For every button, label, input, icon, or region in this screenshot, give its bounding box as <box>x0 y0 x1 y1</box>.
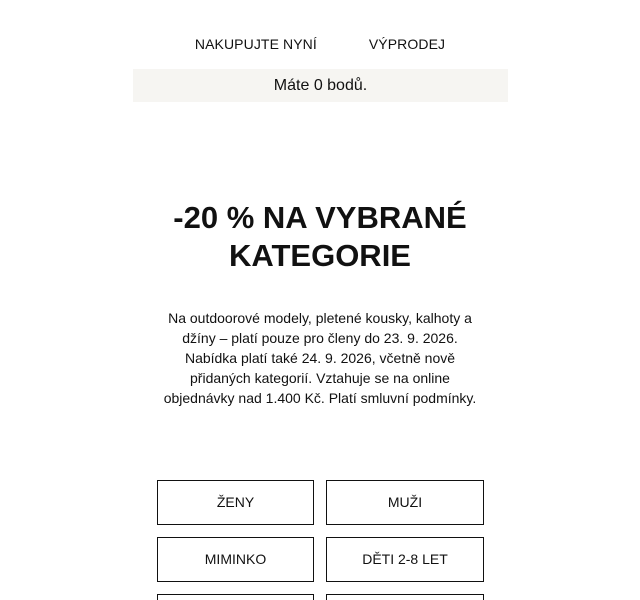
promo-headline <box>120 199 520 275</box>
promo-description <box>160 308 480 408</box>
category-button-grid <box>157 480 484 600</box>
category-button-men[interactable]: MUŽI <box>326 480 484 525</box>
nav-link-shop-now[interactable]: NAKUPUJTE NYNÍ <box>194 36 317 52</box>
promo-description-line: objednávky nad 1.400 Kč. Platí smluvní podmínky. <box>163 390 477 406</box>
promo-description-line: Na outdoorové modely, pletené kousky, kalhoty a <box>168 310 472 326</box>
category-button-baby[interactable]: MIMINKO <box>157 537 314 582</box>
promo-headline-line-2: KATEGORIE <box>229 238 411 273</box>
top-nav <box>0 35 640 55</box>
promo-description-line: přidaných kategorií. Vztahuje se na online <box>190 370 450 386</box>
promo-description-line: Nabídka platí také 24. 9. 2026, včetně nově <box>184 350 456 366</box>
category-button-women[interactable]: ŽENY <box>157 480 314 525</box>
promo-description-line: džíny – platí pouze pro členy do 23. 9. 2026. <box>182 330 458 346</box>
points-balance-bar: Máte 0 bodů. <box>133 69 508 102</box>
category-button-partial[interactable] <box>157 594 314 600</box>
nav-link-sale[interactable]: VÝPRODEJ <box>368 36 446 52</box>
category-button-kids[interactable]: DĚTI 2-8 LET <box>326 537 484 582</box>
promo-headline-line-1: -20 % NA VYBRANÉ <box>173 200 467 235</box>
category-button-partial[interactable] <box>326 594 484 600</box>
